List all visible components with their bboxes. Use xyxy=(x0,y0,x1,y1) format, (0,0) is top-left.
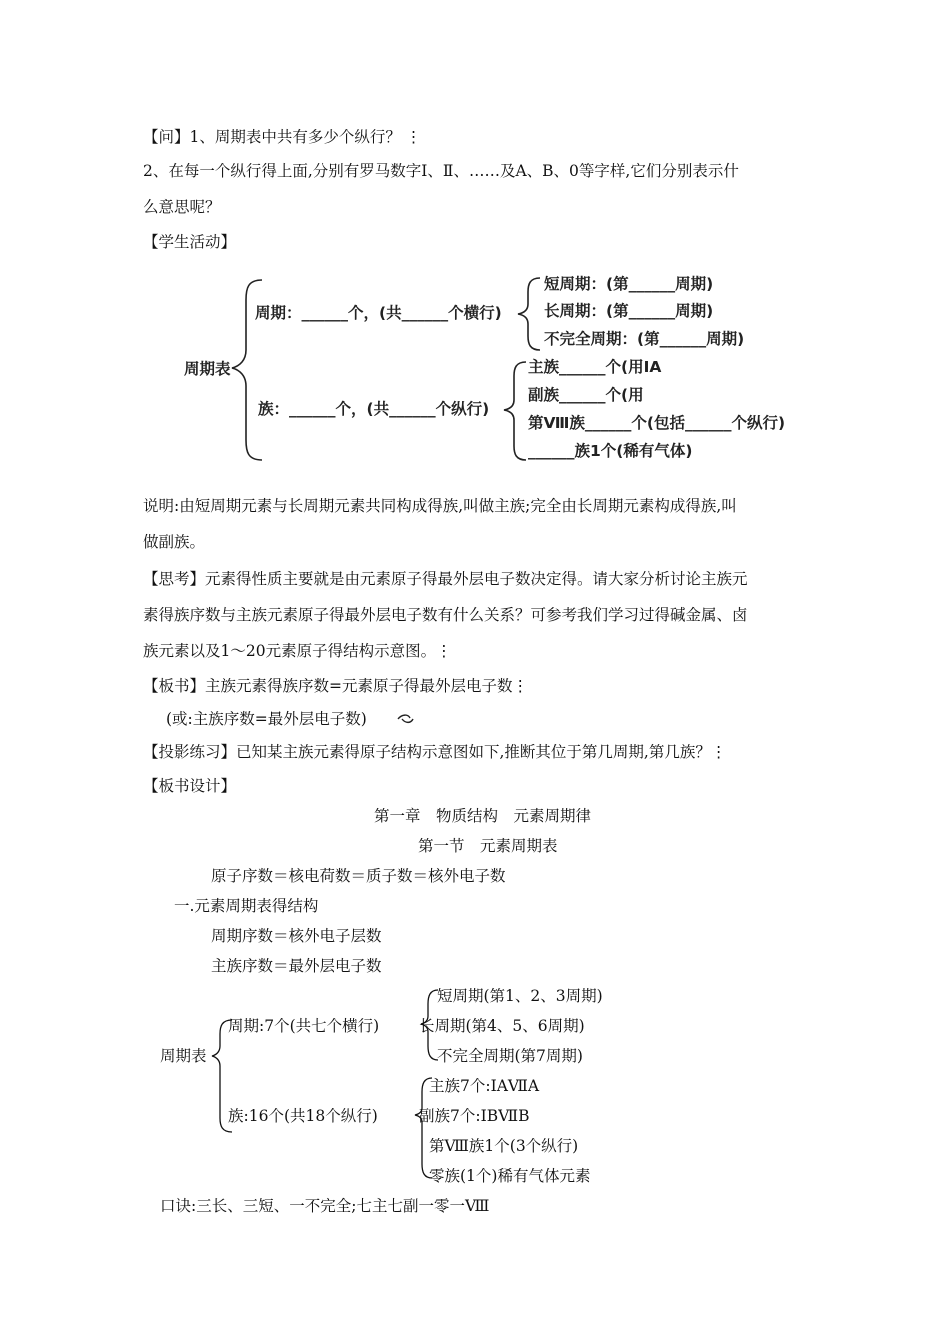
fig1-short-period: 短周期：(第______周期) xyxy=(544,275,714,293)
mnemonic-line: 口诀:三长、三短、一不完全;七主七副一零一Ⅷ xyxy=(160,1197,490,1215)
tree-root: 周期表 xyxy=(160,1047,207,1065)
question-line-2: 2、在每一个纵行得上面,分别有罗马数字Ⅰ、Ⅱ、……及A、B、0等字样,它们分别表示什 xyxy=(143,162,739,180)
tree-zero-group: 零族(1个)稀有气体元素 xyxy=(429,1167,591,1185)
tree-group: 族:16个(共18个纵行) xyxy=(228,1107,378,1125)
tree-sub-group: 副族7个:IBⅦB xyxy=(419,1107,530,1125)
board-design-heading: 【板书设计】 xyxy=(143,777,237,795)
question-line-1: 【问】1、周期表中共有多少个纵行？ ⋮ xyxy=(143,128,422,146)
tree-incomplete-period: 不完全周期(第7周期) xyxy=(437,1047,583,1065)
board-line-2: (或:主族序数=最外层电子数) xyxy=(166,710,367,728)
fig1-zero-group: ______族1个(稀有气体) xyxy=(528,442,693,460)
tree-period: 周期:7个(共七个横行) xyxy=(228,1017,380,1035)
fig1-viii-group: 第Ⅷ族______个(包括______个纵行) xyxy=(528,414,786,432)
fig1-group: 族：______个，(共______个纵行) xyxy=(258,400,490,418)
fig1-group-brace xyxy=(504,362,526,460)
chapter-title: 第一章 物质结构 元素周期律 xyxy=(374,807,592,825)
think-line-1: 【思考】元素得性质主要就是由元素原子得最外层电子数决定得。请大家分析讨论主族元 xyxy=(143,570,748,588)
fig1-incomplete-period: 不完全周期：(第______周期) xyxy=(544,330,745,348)
projection-exercise: 【投影练习】已知某主族元素得原子结构示意图如下,推断其位于第几周期,第几族？⋮ xyxy=(143,743,727,761)
fig1-long-period: 长周期：(第______周期) xyxy=(544,302,714,320)
tree-short-period: 短周期(第1、2、3周期) xyxy=(437,987,603,1005)
fig1-period-brace xyxy=(518,278,540,350)
question-line-3: 么意思呢？ xyxy=(143,198,221,216)
explain-line-1: 说明:由短周期元素与长周期元素共同构成得族,叫做主族;完全由长周期元素构成得族,叫 xyxy=(143,497,737,515)
structure-heading: 一.元素周期表得结构 xyxy=(174,897,319,915)
fig1-main-group: 主族______个(用ⅠA xyxy=(528,358,662,376)
fig1-sub-group: 副族______个(用 xyxy=(528,386,644,404)
think-line-3: 族元素以及1～20元素原子得结构示意图。⋮ xyxy=(143,642,452,660)
board-line-1: 【板书】主族元素得族序数=元素原子得最外层电子数⋮ xyxy=(143,677,528,695)
explain-line-2: 做副族。 xyxy=(143,533,206,551)
formula-line: 原子序数＝核电荷数＝质子数＝核外电子数 xyxy=(211,867,506,885)
fig1-period: 周期：______个，(共______个横行) xyxy=(255,304,502,322)
period-rule: 周期序数＝核外电子层数 xyxy=(211,927,382,945)
tree-main-group: 主族7个:ⅠAⅦA xyxy=(429,1077,540,1095)
think-line-2: 素得族序数与主族元素原子得最外层电子数有什么关系？可参考我们学习过得碱金属、卤 xyxy=(143,606,748,624)
student-activity-heading: 【学生活动】 xyxy=(143,233,237,251)
tree-viii-group: 第Ⅷ族1个(3个纵行) xyxy=(429,1137,579,1155)
arrow-doodle-icon xyxy=(398,715,413,722)
fig1-root: 周期表 xyxy=(184,360,231,378)
section-title: 第一节 元素周期表 xyxy=(418,837,558,855)
group-rule: 主族序数＝最外层电子数 xyxy=(211,957,382,975)
tree-long-period: 长周期(第4、5、6周期) xyxy=(419,1017,585,1035)
